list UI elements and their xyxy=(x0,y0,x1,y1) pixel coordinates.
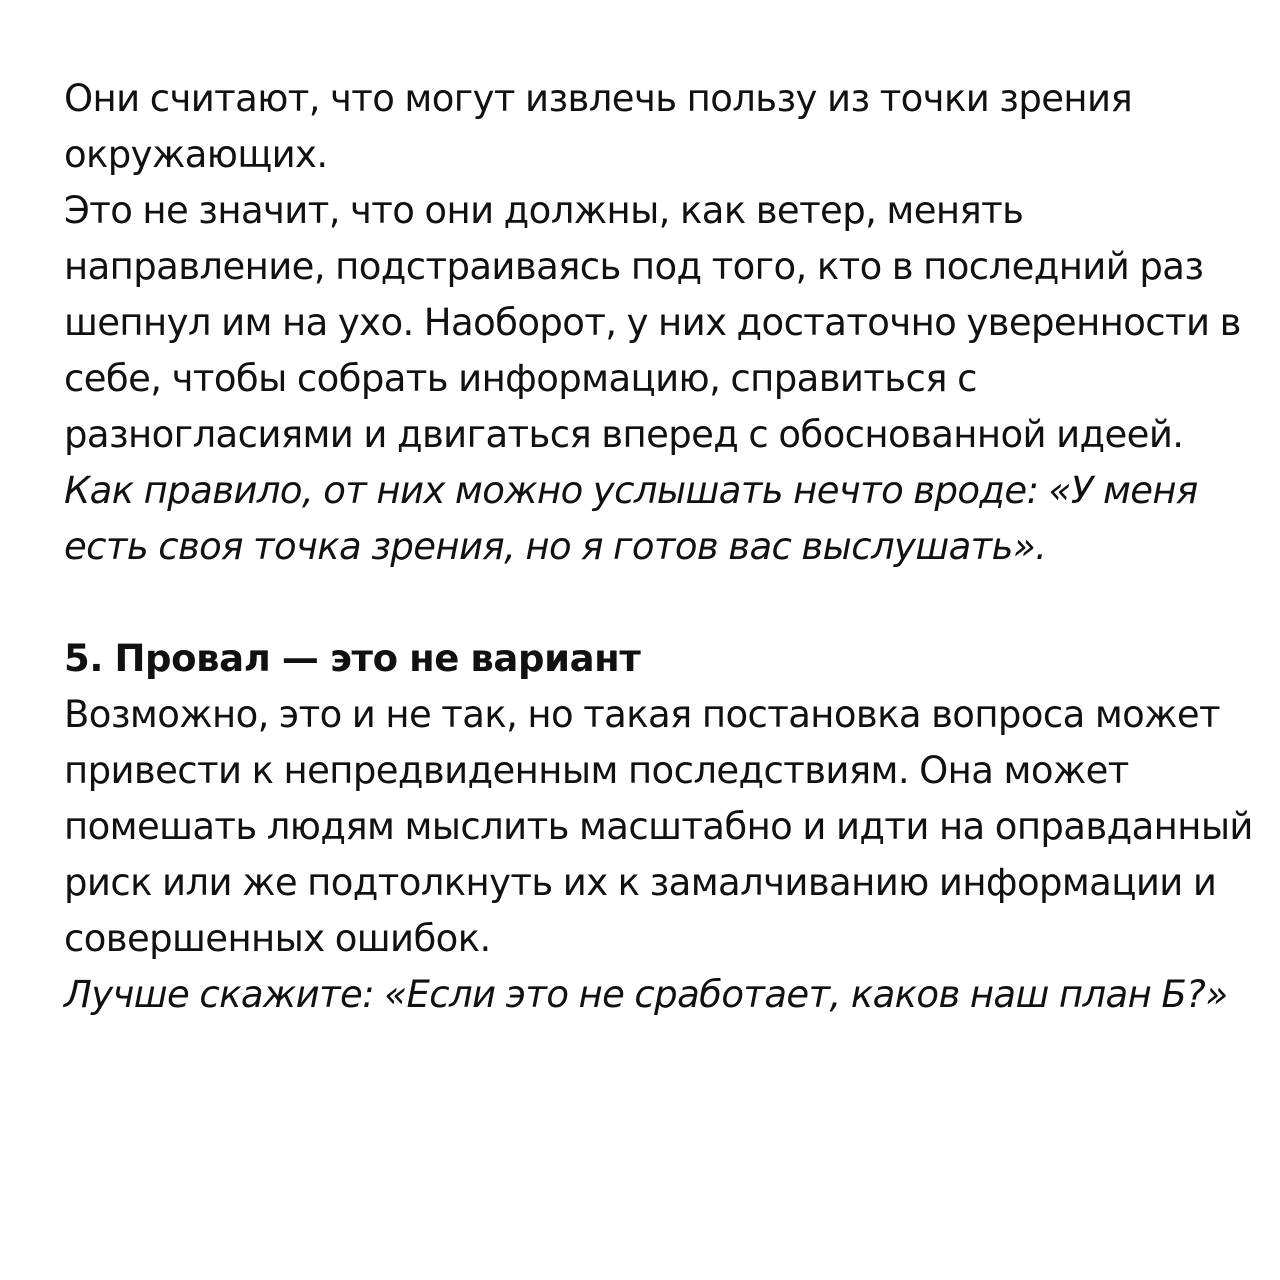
paragraph-intro: Они считают, что могут извлечь пользу из точки зрения окружающих. xyxy=(64,77,1133,176)
paragraph-confidence-text: Это не значит, что они должны, как ветер, менять направление, подстраиваясь под того, кто в последний раз шепнул им на ухо. Наоборот, у них достаточно уверенности в себе, чтобы собрать информацию, справиться с разногласиями и двигаться вперед с обоснованной идеей. xyxy=(64,189,1241,456)
section-title-failure: 5. Провал — это не вариант xyxy=(64,637,641,680)
paragraph-confidence-quote: Как правило, от них можно услышать нечто вроде: «У меня есть своя точка зрения, но я готов вас выслушать». xyxy=(64,469,1198,568)
paragraph-failure-quote xyxy=(64,967,1254,1023)
paragraph-failure: Возможно, это и не так, но такая постановка вопроса может привести к непредвиденным последствиям. Она может помешать людям мыслить масштабно и идти на оправданный риск или же подтолкнуть их к замалчиванию информации и совершенных ошибок. xyxy=(64,693,1253,960)
paragraph-confidence xyxy=(64,183,1254,575)
paragraph-failure-quote-text: Лучше скажите: «Если это не сработает, каков наш план Б?» xyxy=(64,973,1228,1016)
section-spacer xyxy=(64,575,1254,631)
document-page xyxy=(64,71,1254,1023)
